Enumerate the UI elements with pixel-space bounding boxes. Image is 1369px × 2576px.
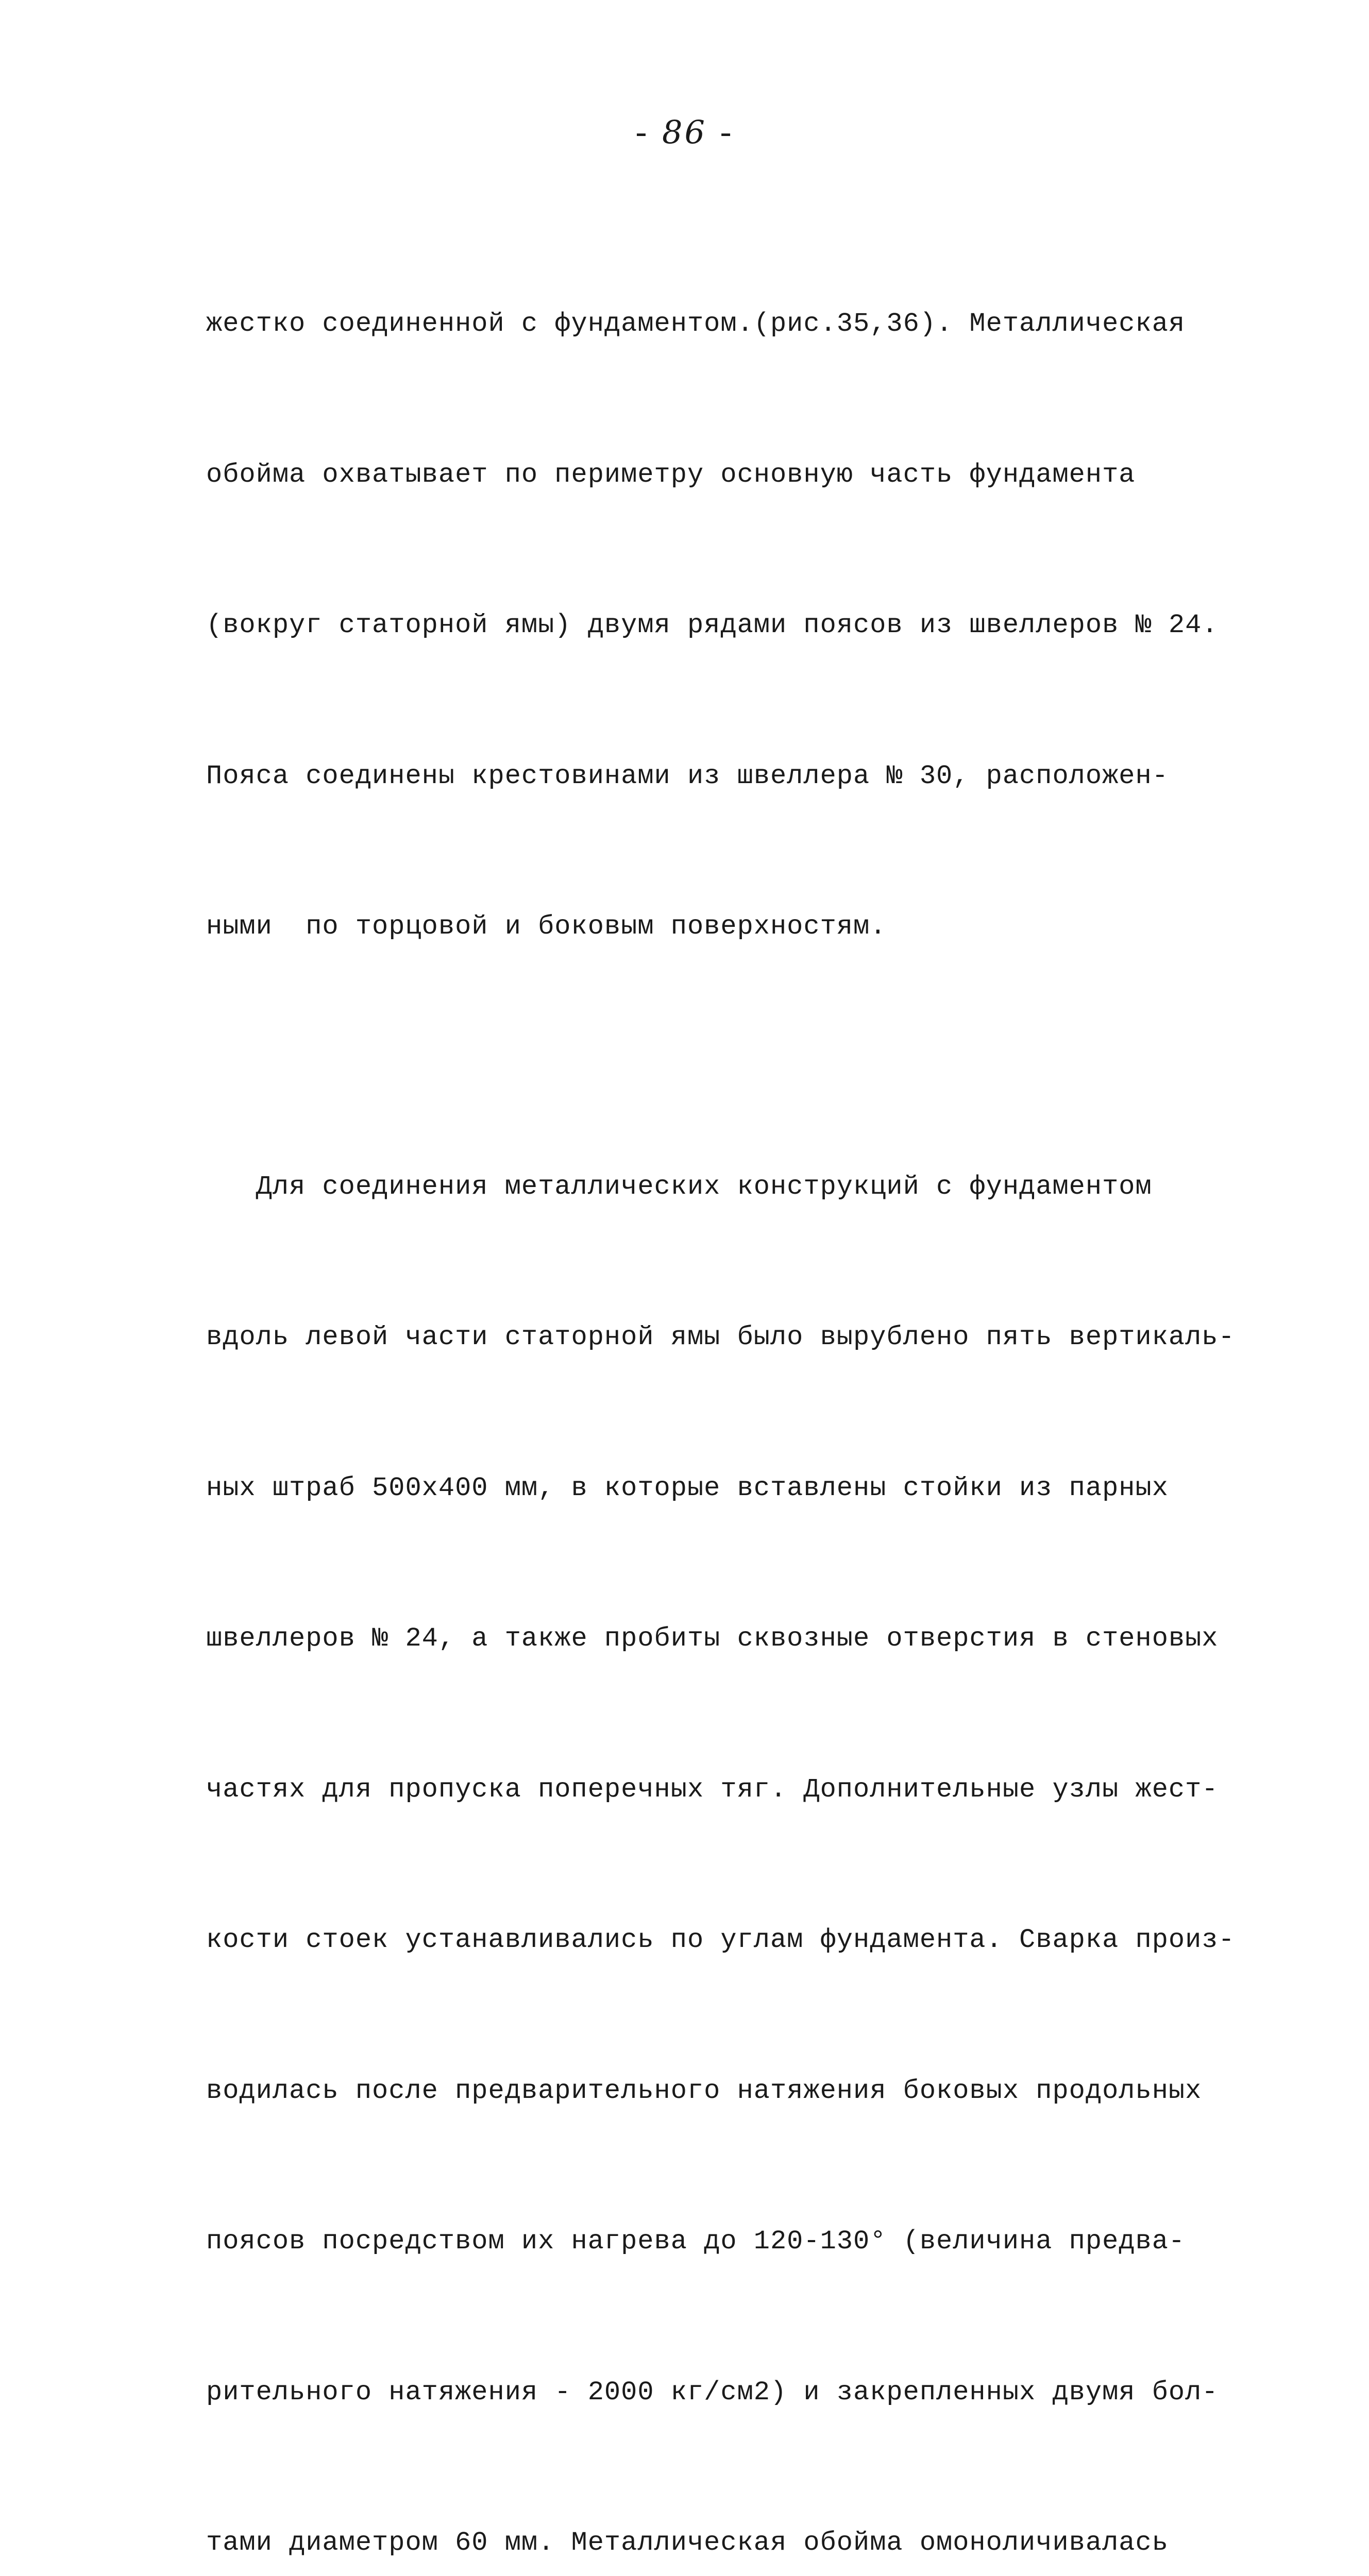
page-number-dash-right: -	[716, 116, 738, 153]
text-line: рительного натяжения - 2000 кг/см2) и закрепленных двумя бол-	[206, 2377, 1219, 2408]
text-line: Пояса соединены крестовинами из швеллера № 30, расположен-	[206, 760, 1169, 791]
text-line: кости стоек устанавливались по углам фундамента. Сварка произ-	[206, 1925, 1235, 1955]
body-text	[206, 198, 1235, 2576]
text-line: водилась после предварительного натяжения боковых продольных	[206, 2075, 1202, 2106]
text-line: вдоль левой части статорной ямы было вырублено пять вертикаль-	[206, 1322, 1235, 1352]
text-line: обойма охватывает по периметру основную часть фундамента	[206, 459, 1136, 490]
text-line: тами диаметром 60 мм. Металлическая обойма омоноличивалась	[206, 2528, 1169, 2558]
text-line: швеллеров № 24, а также пробиты сквозные отверстия в стеновых	[206, 1623, 1219, 1654]
text-line: частях для пропуска поперечных тяг. Дополнительные узлы жест-	[206, 1774, 1219, 1805]
text-line: Для соединения металлических конструкций с фундаментом	[206, 1171, 1152, 1202]
page-number-dash-left: -	[631, 116, 653, 153]
text-line: ных штраб 500х400 мм, в которые вставлены стойки из парных	[206, 1472, 1169, 1503]
page-number-value: 86	[662, 113, 707, 151]
text-line: (вокруг статорной ямы) двумя рядами поясов из швеллеров № 24.	[206, 610, 1219, 640]
text-line: жестко соединенной с фундаментом.(рис.35,36). Металлическая	[206, 309, 1186, 339]
paragraph-gap	[206, 1053, 1216, 1061]
text-line: ными по торцовой и боковым поверхностям.	[206, 911, 887, 942]
page-number	[0, 113, 1369, 153]
text-line: поясов посредством их нагрева до 120-130° (величина предва-	[206, 2226, 1186, 2257]
